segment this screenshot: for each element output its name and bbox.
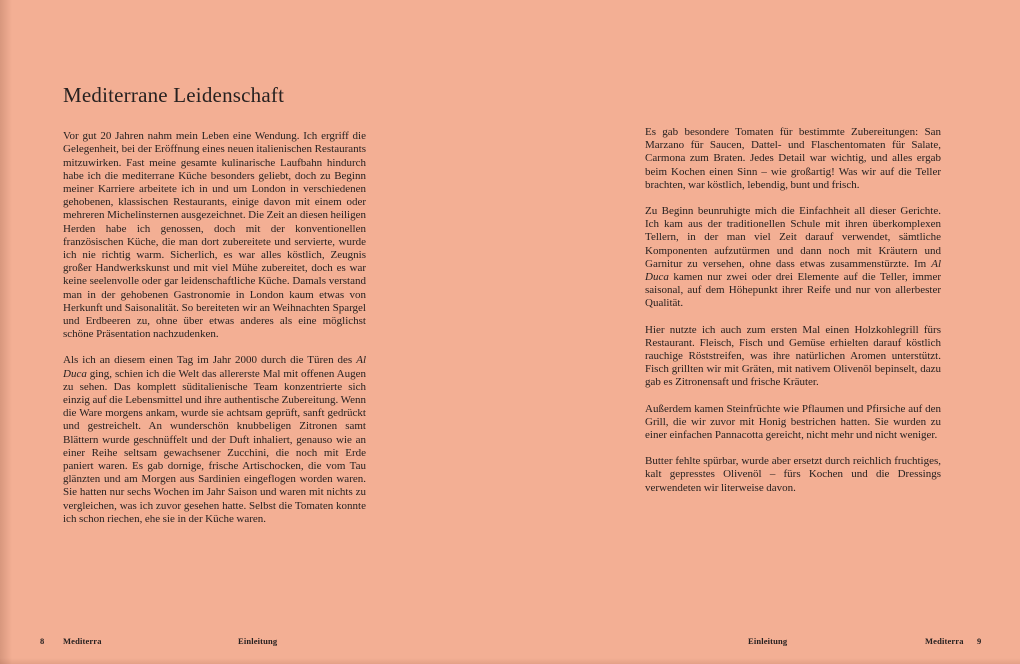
body-paragraph: Es gab besondere Tomaten für bestimmte Zubereitungen: San Marzano für Saucen, Dattel- und Flaschentomaten für Salate, Carmona zum Braten. Jedes Detail war wichtig, und alles ergab beim Kochen einen Sinn – wie großartig! Was wir auf die Teller brachten, war köstlich, lebendig, bunt und frisch.: [645, 126, 941, 191]
paragraph-text: kamen nur zwei oder drei Elemente auf die Teller, immer saisonal, auf dem Höhepunkt ihrer Reife und nur von allerbester Qualität.: [645, 271, 941, 310]
body-paragraph: Vor gut 20 Jahren nahm mein Leben eine Wendung. Ich ergriff die Gelegenheit, bei der Eröffnung eines neuen italienischen Restaurants mitzuwirken. Fast meine gesamte kulinarische Laufbahn hindurch habe ich die mediterrane Küche besonders geliebt, doch zu Beginn meiner Karriere arbeitete ich in und um London in verschiedenen gehobenen, klassischen Restaurants, einige davon mit einem oder mehreren Michelinsternen ausgezeichnet. Die Zeit an diesen heiligen Herden habe ich genossen, doch mit der konventionellen französischen Küche, die man dort zubereitete und servierte, wurde ich nie richtig warm. Sicherlich, es war alles köstlich, Zeugnis großer Handwerkskunst und mit viel Mühe zubereitet, doch es war keine seelenvolle oder gar leidenschaftliche Küche. Damals verstand man in der gehobenen Gastronomie in London kaum etwas von Herkunft und Saisonalität. So bereiteten wir an Weihnachten Spargel und Erdbeeren zu, ohne über etwas anderes als eine möglichst schöne Präsentation nachzudenken.: [63, 130, 366, 341]
paragraph-text: Zu Beginn beunruhigte mich die Einfachheit all dieser Gerichte. Ich kam aus der traditionellen Schule mit ihren überkomplexen Tellern, in der man viel Zeit darauf verwendet, sämtliche Komponenten aufzutürmen und dann noch mit Kräutern und Garnitur zu versehen, ohne dass etwas zusammenstürzte. Im: [645, 205, 941, 270]
footer-page-number-right: 9: [977, 636, 982, 646]
right-page: [645, 126, 941, 495]
paragraph-text: Als ich an diesem einen Tag im Jahr 2000 durch die Türen des: [63, 354, 357, 367]
body-paragraph: [645, 205, 941, 311]
body-paragraph: Außerdem kamen Steinfrüchte wie Pflaumen und Pfirsiche auf den Grill, die wir zuvor mit Honig bestrichen hatten. Sie wurden zu einer einfachen Pannacotta gereicht, nicht mehr und nicht weniger.: [645, 402, 941, 442]
footer-book-title-right: Mediterra: [925, 636, 964, 646]
page-bottom-shadow: [0, 658, 1020, 664]
body-paragraph: [63, 354, 366, 526]
left-page: [63, 84, 366, 526]
body-paragraph: Butter fehlte spürbar, wurde aber ersetzt durch reichlich fruchtiges, kalt gepresstes Olivenöl – fürs Kochen und die Dressings verwendeten wir literweise davon.: [645, 455, 941, 494]
restaurant-name-italic: Al Duca: [63, 354, 366, 380]
paragraph-text: ging, schien ich die Welt das allererste Mal mit offenen Augen zu sehen. Das komplett süditalienische Team konzentrierte sich einzig auf die Lebensmittel und ihre authentische Zubereitung. Wenn die Ware morgens ankam, wurde sie achtsam geprüft, sanft gedrückt und gestreichelt. An wunderschön knubbeligen Zitronen samt Blättern wurde geschnüffelt und der Duft inhaliert, genauso wie an einer Reihe seltsam gewachsener Zucchini, die noch mit Erde paniert waren. Es gab dornige, frische Artischocken, die vom Tau glänzten und am Morgen aus Sardinien eingeflogen worden waren. Sie hatten nur sechs Wochen im Jahr Saison und waren mit nichts zu vergleichen, was ich zuvor gesehen hatte. Selbst die Tomaten konnte ich schon riechen, ehe sie in der Küche waren.: [63, 367, 366, 525]
restaurant-name-italic: Al Duca: [645, 257, 941, 284]
footer-page-number-left: 8: [40, 636, 45, 646]
footer-book-title-left: Mediterra: [63, 636, 102, 646]
page-edge-shadow: [0, 0, 12, 664]
footer-section-right: Einleitung: [748, 636, 788, 646]
page-title: Mediterrane Leidenschaft: [63, 83, 285, 107]
footer-section-left: Einleitung: [238, 636, 278, 646]
body-paragraph: Hier nutzte ich auch zum ersten Mal einen Holzkohlegrill fürs Restaurant. Fleisch, Fisch und Gemüse erhielten darauf köstlich rauchige Röststreifen, was ihre natürlichen Aromen unterstützt. Fisch grillten wir mit Gräten, mit nativem Olivenöl bepinselt, dazu gab es Zitronensaft und frische Kräuter.: [645, 323, 941, 389]
